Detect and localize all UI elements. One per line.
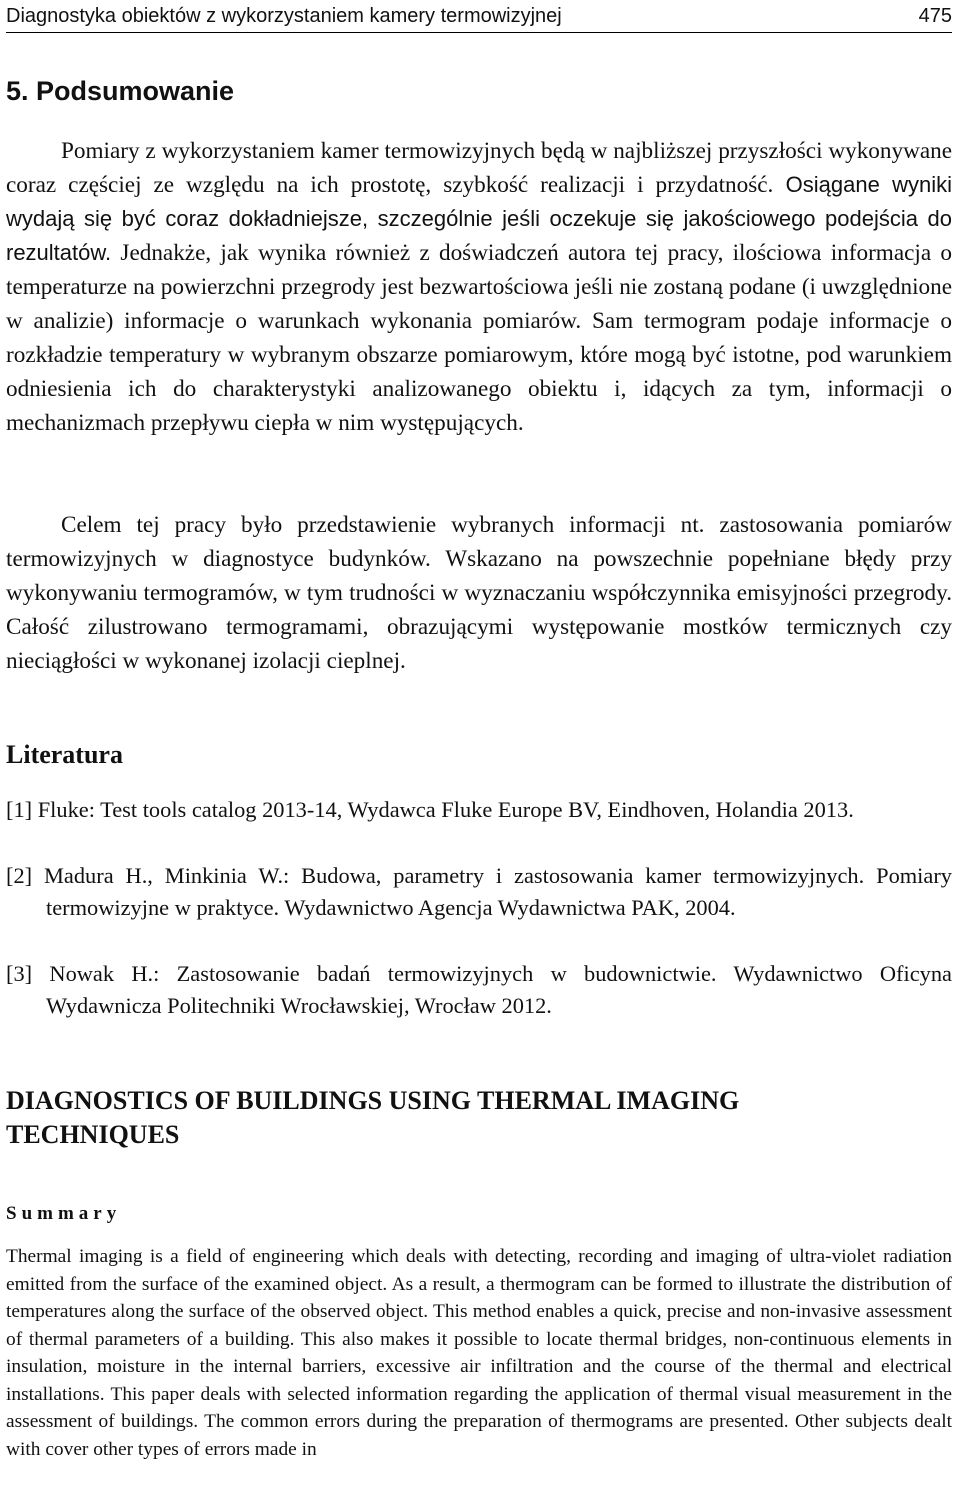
- reference-item-2: [2] Madura H., Minkinia W.: Budowa, parametry i zastosowania kamer termowizyjnych. Pomiary termowizyjne w praktyce. Wydawnictwo Agencja Wydawnictwa PAK, 2004.: [6, 863, 952, 920]
- paragraph-1-part-1: Pomiary z wykorzystaniem kamer termowizyjnych będą w najbliższej przyszłości wykonywane coraz częściej ze względu na ich prostotę, szybkość realizacji i przydatność.: [6, 138, 952, 198]
- summary-paragraph-1: [6, 134, 952, 440]
- running-title: Diagnostyka obiektów z wykorzystaniem kamery termowizyjnej: [6, 5, 562, 27]
- literature-title: Literatura: [6, 740, 123, 769]
- paragraph-1-part-2: Osiągane wyniki wydają się być coraz dokładniejsze, szczególnie jeśli oczekuje się jakościowego podejścia do rezultatów.: [6, 172, 952, 265]
- reference-item-3: [3] Nowak H.: Zastosowanie badań termowizyjnych w budownictwie. Wydawnictwo Oficyna Wydawnicza Politechniki Wrocławskiej, Wrocław 2012.: [6, 961, 952, 1018]
- page-number: 475: [918, 5, 952, 27]
- summary-paragraph-2: Celem tej pracy było przedstawienie wybranych informacji nt. zastosowania pomiarów termowizyjnych w diagnostyce budynków. Wskazano na powszechnie popełniane błędy przy wykonywaniu termogramów, w tym trudności w wyznaczaniu współczynnika emisyjności przegrody. Całość zilustrowano termogramami, obrazującymi występowanie mostków termicznych czy nieciągłości w wykonanej izolacji cieplnej.: [6, 512, 952, 674]
- english-title: DIAGNOSTICS OF BUILDINGS USING THERMAL IMAGING TECHNIQUES: [6, 1086, 740, 1149]
- paragraph-1-part-3: Jednakże, jak wynika również z doświadczeń autora tej pracy, ilościowa informacja o temperaturze na powierzchni przegrody jest bezwartościowa jeśli nie zostaną podane (i uwzględnione w analizie) informacje o warunkach wykonania pomiarów. Sam termogram podaje informacje o rozkładzie temperatury w wybranym obszarze pomiarowym, które mogą być istotne, pod warunkiem odniesienia ich do charakterystyki analizowanego obiektu i, idących za tym, informacji o mechanizmach przepływu ciepła w nim występujących.: [6, 240, 952, 436]
- running-header: [6, 0, 952, 33]
- summary-label: Summary: [6, 1203, 122, 1224]
- summary-text: Thermal imaging is a field of engineering which deals with detecting, recording and imaging of ultra-violet radiation emitted from the surface of the examined object. As a result, a thermogram can be formed to illustrate the distribution of temperatures along the surface of the observed object. This method enables a quick, precise and non-invasive assessment of thermal parameters of a building. This also makes it possible to locate thermal bridges, non-continuous elements in insulation, moisture in the internal barriers, excessive air infiltration and the course of the thermal and electrical installations. This paper deals with selected information regarding the application of thermal visual measurement in the assessment of buildings. The common errors during the preparation of thermograms are presented. Other subjects dealt with cover other types of errors made in: [6, 1246, 952, 1460]
- section-title: 5. Podsumowanie: [6, 76, 235, 106]
- reference-item-1: [1] Fluke: Test tools catalog 2013-14, Wydawca Fluke Europe BV, Eindhoven, Holandia 2013.: [6, 797, 854, 822]
